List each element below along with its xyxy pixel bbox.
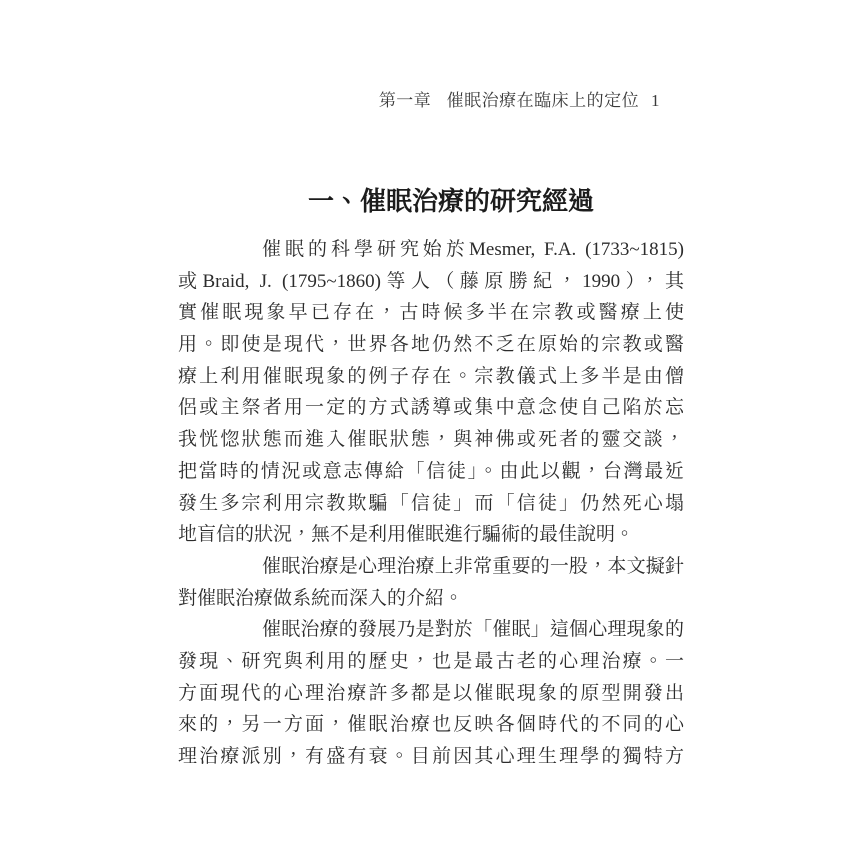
- body-text-line: 或Braid, J. (1795~1860)等人（藤原勝紀，1990），其: [178, 270, 684, 292]
- body-text-line: 催眠的科學研究始於Mesmer, F.A. (1733~1815): [262, 239, 684, 260]
- page-number: 1: [651, 91, 660, 110]
- body-text-line: 實催眠現象早已存在，古時候多半在宗教或醫療上使: [178, 302, 684, 324]
- body-text-line: 催眠治療的發展乃是對於「催眠」這個心理現象的: [262, 619, 684, 641]
- body-text-line: 侶或主祭者用一定的方式誘導或集中意念使自己陷於忘: [178, 397, 684, 419]
- body-text-line: 對催眠治療做系統而深入的介紹。: [178, 587, 464, 609]
- body-text-line: 催眠治療是心理治療上非常重要的一股，本文擬針: [262, 555, 684, 577]
- body-text-line: 來的，另一方面，催眠治療也反映各個時代的不同的心: [178, 714, 684, 736]
- body-text-block: [178, 234, 684, 773]
- body-text-line: 療上利用催眠現象的例子存在。宗教儀式上多半是由僧: [178, 365, 684, 387]
- body-text-line: 發現、研究與利用的歷史，也是最古老的心理治療。一: [178, 650, 684, 672]
- body-text-line: 發生多宗利用宗教欺騙「信徒」而「信徒」仍然死心塌: [178, 492, 684, 514]
- body-text-line: 把當時的情況或意志傳給「信徒」。由此以觀，台灣最近: [178, 460, 684, 482]
- body-text-line: 我恍惚狀態而進入催眠狀態，與神佛或死者的靈交談，: [178, 429, 684, 451]
- body-text-line: 地盲信的狀況，無不是利用催眠進行騙術的最佳說明。: [178, 524, 635, 546]
- running-header: [379, 90, 660, 112]
- running-section-title: 催眠治療在臨床上的定位: [446, 91, 640, 110]
- body-text-line: 理治療派別，有盛有衰。目前因其心理生理學的獨特方: [178, 746, 684, 767]
- body-text-line: 方面現代的心理治療許多都是以催眠現象的原型開發出: [178, 682, 684, 704]
- chapter-label: 第一章: [378, 91, 432, 110]
- section-heading: 一、催眠治療的研究經過: [308, 186, 595, 217]
- body-text-line: 用。即使是現代，世界各地仍然不乏在原始的宗教或醫: [178, 334, 684, 356]
